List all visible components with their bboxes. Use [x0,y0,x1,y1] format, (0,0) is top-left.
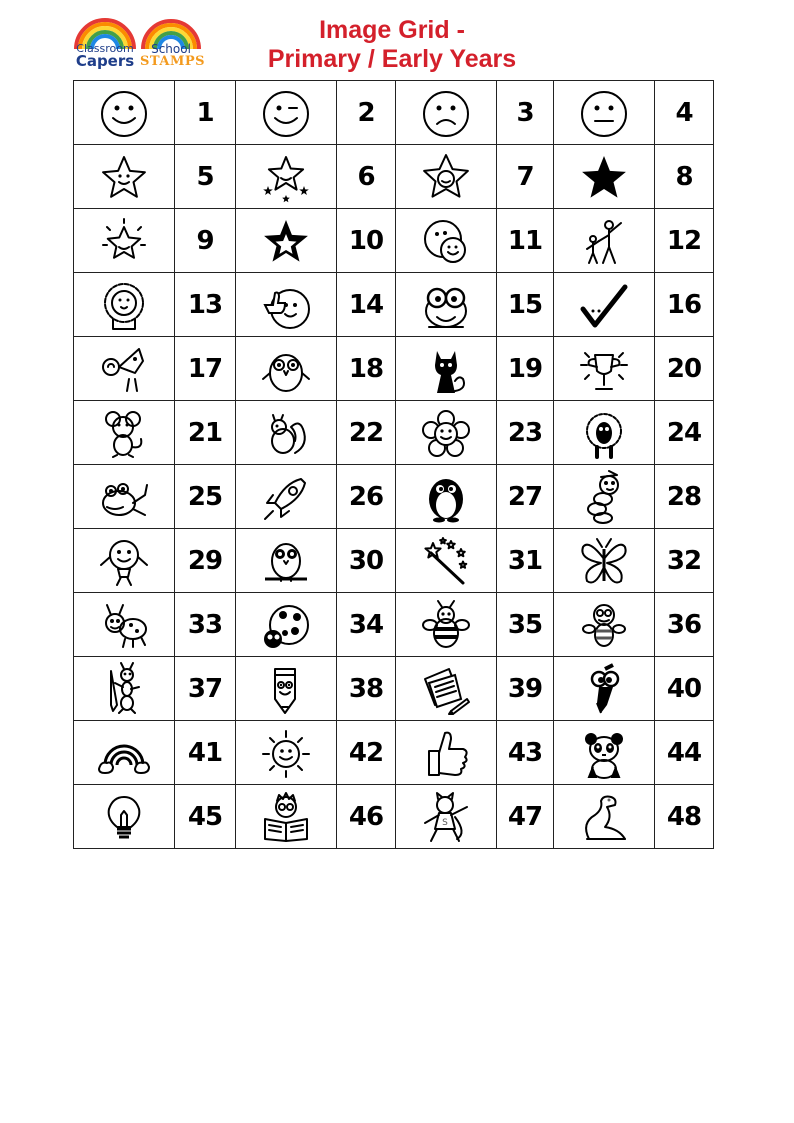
grid-row [74,593,714,657]
image-cell [554,721,655,785]
number-cell: 16 [655,273,714,337]
caterpillar-icon [577,470,631,524]
image-cell [396,273,497,337]
grid-row [74,273,714,337]
grid-row [74,721,714,785]
grid-row [74,337,714,401]
owl-on-branch-icon [259,534,313,588]
image-cell [236,81,337,145]
number-cell: 26 [337,465,396,529]
image-cell [74,145,175,209]
image-cell [554,401,655,465]
logo-text-capers: Capers [75,52,135,70]
image-cell [396,593,497,657]
number-cell: 42 [337,721,396,785]
image-cell [236,337,337,401]
image-cell [236,401,337,465]
papers-pencil-icon [419,662,473,716]
image-cell [554,529,655,593]
pencil-eyes-icon [577,662,631,716]
number-cell: 48 [655,785,714,849]
superhero-cat-icon [419,790,473,844]
panda-icon [577,726,631,780]
image-cell [74,657,175,721]
thumbs-up-face-icon [259,278,313,332]
image-cell [236,145,337,209]
image-cell [396,785,497,849]
number-cell: 35 [497,593,554,657]
logo-text-school: School [151,42,191,56]
dinosaur-icon [577,790,631,844]
grid-row [74,81,714,145]
number-cell: 3 [497,81,554,145]
title-line-2: Primary / Early Years [267,45,517,73]
number-cell: 40 [655,657,714,721]
image-cell [74,529,175,593]
image-cell [554,657,655,721]
sheep-icon [577,406,631,460]
reading-child-icon [259,790,313,844]
rocket-icon [259,470,313,524]
image-cell [74,81,175,145]
image-cell [74,721,175,785]
number-cell: 31 [497,529,554,593]
winking-face-icon [259,86,313,140]
lightbulb-character-icon [97,534,151,588]
classroom-capers-logo [72,16,138,72]
image-cell [74,593,175,657]
number-cell: 44 [655,721,714,785]
star-with-stars-icon [259,150,313,204]
thumbs-up-icon [419,726,473,780]
sunburst-star-icon [419,150,473,204]
sun-face-icon [259,726,313,780]
number-cell: 5 [175,145,236,209]
number-cell: 11 [497,209,554,273]
ladybird-icon [259,598,313,652]
image-cell [554,145,655,209]
image-cell [236,721,337,785]
number-cell: 28 [655,465,714,529]
grid-row [74,209,714,273]
number-cell: 25 [175,465,236,529]
number-cell: 30 [337,529,396,593]
squirrel-icon [259,406,313,460]
number-cell: 18 [337,337,396,401]
owl-icon [259,342,313,396]
image-cell [554,465,655,529]
image-cell [236,593,337,657]
logo-text-classroom: Classroom [76,42,134,55]
number-cell: 23 [497,401,554,465]
page-title [232,16,552,74]
image-cell [554,785,655,849]
image-cell [396,721,497,785]
solid-star-icon [577,150,631,204]
number-cell: 8 [655,145,714,209]
number-cell: 2 [337,81,396,145]
bug-icon [97,598,151,652]
number-cell: 1 [175,81,236,145]
image-cell [236,273,337,337]
image-cell [396,145,497,209]
image-grid [73,80,714,849]
number-cell: 32 [655,529,714,593]
image-cell [236,785,337,849]
image-cell [396,529,497,593]
image-cell [396,81,497,145]
grid-row [74,785,714,849]
number-cell: 20 [655,337,714,401]
bird-trumpet-icon [97,342,151,396]
number-cell: 12 [655,209,714,273]
number-cell: 46 [337,785,396,849]
flower-face-icon [419,406,473,460]
mouse-icon [97,406,151,460]
trophy-icon [577,342,631,396]
bee-icon [419,598,473,652]
image-cell [396,401,497,465]
lightbulb-icon [97,790,151,844]
image-cell [396,657,497,721]
number-cell: 36 [655,593,714,657]
number-cell: 21 [175,401,236,465]
image-cell [554,593,655,657]
image-cell [74,209,175,273]
number-cell: 7 [497,145,554,209]
two-smileys-icon [419,214,473,268]
image-cell [236,209,337,273]
cat-icon [419,342,473,396]
butterfly-icon [577,534,631,588]
smiley-face-icon [97,86,151,140]
number-cell: 24 [655,401,714,465]
number-cell: 41 [175,721,236,785]
number-cell: 6 [337,145,396,209]
lion-icon [97,278,151,332]
image-cell [236,529,337,593]
title-line-1: Image Grid - [319,16,465,44]
number-cell: 39 [497,657,554,721]
number-cell: 13 [175,273,236,337]
number-cell: 14 [337,273,396,337]
image-cell [554,209,655,273]
grid-row [74,401,714,465]
number-cell: 43 [497,721,554,785]
grid-row [74,465,714,529]
parent-child-icon [577,214,631,268]
number-cell: 33 [175,593,236,657]
number-cell: 4 [655,81,714,145]
tick-face-icon [577,278,631,332]
happy-star-icon [97,150,151,204]
pencil-character-icon [259,662,313,716]
number-cell: 9 [175,209,236,273]
number-cell: 45 [175,785,236,849]
school-stamps-logo [140,16,205,72]
number-cell: 15 [497,273,554,337]
number-cell: 38 [337,657,396,721]
image-cell [396,209,497,273]
image-cell [554,273,655,337]
image-cell [74,785,175,849]
svg-text:S: S [442,817,448,828]
image-cell [236,657,337,721]
ant-pencil-icon [97,662,151,716]
number-cell: 10 [337,209,396,273]
grid-row [74,145,714,209]
penguin-icon [419,470,473,524]
logo-text-stamps: STAMPS [140,54,205,69]
neutral-face-icon [577,86,631,140]
rainbow-icon [97,726,151,780]
number-cell: 17 [175,337,236,401]
image-cell [236,465,337,529]
shining-star-icon [97,214,151,268]
double-star-icon [259,214,313,268]
number-cell: 22 [337,401,396,465]
number-cell: 27 [497,465,554,529]
magic-wand-icon [419,534,473,588]
number-cell: 47 [497,785,554,849]
image-cell [554,337,655,401]
image-cell [396,465,497,529]
bee-character-icon [577,598,631,652]
image-cell [396,337,497,401]
glasses-face-icon [419,278,473,332]
grid-row [74,657,714,721]
number-cell: 19 [497,337,554,401]
frog-icon [97,470,151,524]
image-cell [74,337,175,401]
image-cell [554,81,655,145]
image-cell [74,465,175,529]
sad-face-icon [419,86,473,140]
image-cell [74,273,175,337]
number-cell: 34 [337,593,396,657]
number-cell: 29 [175,529,236,593]
number-cell: 37 [175,657,236,721]
image-cell [74,401,175,465]
grid-row [74,529,714,593]
